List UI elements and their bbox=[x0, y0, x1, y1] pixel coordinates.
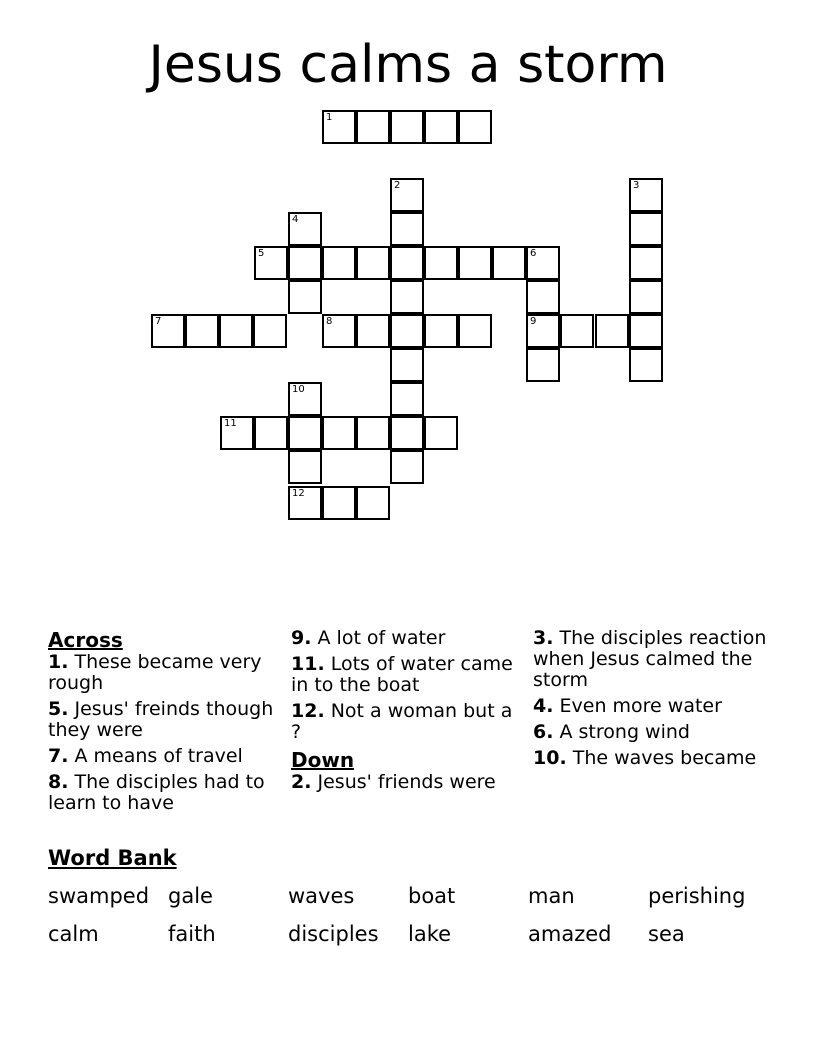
crossword-cell[interactable] bbox=[151, 314, 185, 348]
clue-text: Even more water bbox=[559, 695, 722, 717]
clue-text: Jesus' freinds though they were bbox=[48, 698, 274, 741]
clue-down-6 bbox=[533, 722, 768, 743]
crossword-cell[interactable] bbox=[629, 212, 663, 246]
cell-number: 1 bbox=[326, 112, 333, 123]
crossword-cell[interactable] bbox=[253, 314, 287, 348]
cell-number: 11 bbox=[224, 418, 237, 429]
word-bank-item: swamped bbox=[48, 884, 150, 908]
crossword-cell[interactable] bbox=[322, 416, 356, 450]
clue-across-9 bbox=[291, 628, 526, 649]
clue-text: A lot of water bbox=[317, 627, 446, 649]
clue-across-12 bbox=[291, 701, 526, 743]
crossword-cell[interactable] bbox=[390, 450, 424, 484]
crossword-cell[interactable] bbox=[219, 314, 253, 348]
clue-down-4 bbox=[533, 696, 768, 717]
word-bank-item: sea bbox=[648, 922, 685, 946]
crossword-cell[interactable] bbox=[629, 348, 663, 382]
crossword-cell[interactable] bbox=[458, 110, 492, 144]
crossword-cell[interactable] bbox=[390, 416, 424, 450]
crossword-cell[interactable] bbox=[526, 280, 560, 314]
crossword-cell[interactable] bbox=[288, 382, 322, 416]
crossword-cell[interactable] bbox=[322, 486, 356, 520]
clue-across-8 bbox=[48, 772, 283, 814]
crossword-cell[interactable] bbox=[390, 212, 424, 246]
word-bank-item: lake bbox=[408, 922, 452, 946]
clue-across-5 bbox=[48, 699, 283, 741]
clue-text: Lots of water came in to the boat bbox=[291, 653, 513, 696]
cell-number: 7 bbox=[155, 316, 162, 327]
crossword-cell[interactable] bbox=[560, 314, 594, 348]
clues-column-3 bbox=[533, 628, 768, 774]
crossword-cell[interactable] bbox=[390, 382, 424, 416]
crossword-cell[interactable] bbox=[390, 246, 424, 280]
clue-number: 2. bbox=[291, 771, 312, 793]
crossword-cell[interactable] bbox=[629, 246, 663, 280]
word-bank-item: man bbox=[528, 884, 575, 908]
clue-number: 1. bbox=[48, 651, 69, 673]
clue-text: The disciples reaction when Jesus calmed the storm bbox=[533, 627, 767, 691]
cell-number: 9 bbox=[530, 316, 537, 327]
clue-across-1 bbox=[48, 652, 283, 694]
down-heading: Down bbox=[291, 748, 355, 772]
crossword-cell[interactable] bbox=[526, 246, 560, 280]
word-bank-item: amazed bbox=[528, 922, 612, 946]
clue-number: 8. bbox=[48, 771, 69, 793]
crossword-cell[interactable] bbox=[356, 246, 390, 280]
crossword-cell[interactable] bbox=[526, 314, 560, 348]
crossword-cell[interactable] bbox=[390, 314, 424, 348]
crossword-cell[interactable] bbox=[492, 246, 526, 280]
crossword-cell[interactable] bbox=[288, 486, 322, 520]
cell-number: 10 bbox=[292, 384, 305, 395]
cell-number: 12 bbox=[292, 488, 305, 499]
clues-column-2 bbox=[291, 628, 526, 798]
crossword-cell[interactable] bbox=[356, 486, 390, 520]
crossword-cell[interactable] bbox=[322, 110, 356, 144]
crossword-cell[interactable] bbox=[288, 416, 322, 450]
clue-number: 5. bbox=[48, 698, 69, 720]
word-bank-item: boat bbox=[408, 884, 456, 908]
clue-down-10 bbox=[533, 748, 768, 769]
cell-number: 5 bbox=[258, 248, 265, 259]
crossword-cell[interactable] bbox=[356, 110, 390, 144]
clue-number: 11. bbox=[291, 653, 325, 675]
crossword-cell[interactable] bbox=[390, 280, 424, 314]
clue-number: 10. bbox=[533, 747, 567, 769]
crossword-cell[interactable] bbox=[390, 348, 424, 382]
crossword-cell[interactable] bbox=[322, 246, 356, 280]
word-bank-item: waves bbox=[288, 884, 355, 908]
cell-number: 2 bbox=[394, 180, 401, 191]
clue-text: These became very rough bbox=[48, 651, 262, 694]
crossword-cell[interactable] bbox=[390, 178, 424, 212]
crossword-cell[interactable] bbox=[458, 246, 492, 280]
crossword-cell[interactable] bbox=[424, 110, 458, 144]
clue-text: Jesus' friends were bbox=[317, 771, 496, 793]
crossword-cell[interactable] bbox=[288, 450, 322, 484]
crossword-cell[interactable] bbox=[629, 314, 663, 348]
word-bank-item: calm bbox=[48, 922, 99, 946]
crossword-cell[interactable] bbox=[356, 314, 390, 348]
crossword-cell[interactable] bbox=[356, 416, 390, 450]
cell-number: 3 bbox=[633, 180, 640, 191]
cell-number: 4 bbox=[292, 214, 299, 225]
crossword-cell[interactable] bbox=[288, 280, 322, 314]
word-bank-item: faith bbox=[168, 922, 216, 946]
clue-text: A strong wind bbox=[559, 721, 690, 743]
word-bank-item: disciples bbox=[288, 922, 379, 946]
crossword-cell[interactable] bbox=[595, 314, 629, 348]
crossword-cell[interactable] bbox=[424, 314, 458, 348]
clue-number: 3. bbox=[533, 627, 554, 649]
page-title: Jesus calms a storm bbox=[148, 35, 668, 95]
crossword-cell[interactable] bbox=[185, 314, 219, 348]
crossword-cell[interactable] bbox=[322, 314, 356, 348]
clue-down-3 bbox=[533, 628, 768, 691]
crossword-cell[interactable] bbox=[288, 212, 322, 246]
crossword-cell[interactable] bbox=[424, 416, 458, 450]
crossword-cell[interactable] bbox=[424, 246, 458, 280]
crossword-cell[interactable] bbox=[254, 416, 288, 450]
clue-number: 6. bbox=[533, 721, 554, 743]
clues-column-1 bbox=[48, 628, 283, 819]
crossword-cell[interactable] bbox=[629, 178, 663, 212]
clue-across-7 bbox=[48, 746, 283, 767]
clue-text: Not a woman but a ? bbox=[291, 700, 513, 743]
clue-number: 12. bbox=[291, 700, 325, 722]
clue-text: A means of travel bbox=[74, 745, 243, 767]
crossword-cell[interactable] bbox=[526, 348, 560, 382]
crossword-cell[interactable] bbox=[254, 246, 288, 280]
cell-number: 8 bbox=[326, 316, 333, 327]
clue-number: 4. bbox=[533, 695, 554, 717]
clue-text: The disciples had to learn to have bbox=[48, 771, 265, 814]
cell-number: 6 bbox=[530, 248, 537, 259]
word-bank-item: perishing bbox=[648, 884, 746, 908]
crossword-cell[interactable] bbox=[629, 280, 663, 314]
clue-across-11 bbox=[291, 654, 526, 696]
clue-number: 9. bbox=[291, 627, 312, 649]
clue-text: The waves became bbox=[572, 747, 757, 769]
crossword-cell[interactable] bbox=[288, 246, 322, 280]
across-heading: Across bbox=[48, 628, 123, 652]
clue-number: 7. bbox=[48, 745, 69, 767]
clue-down-2 bbox=[291, 772, 526, 793]
word-bank-title: Word Bank bbox=[48, 846, 177, 870]
crossword-cell[interactable] bbox=[390, 110, 424, 144]
crossword-cell[interactable] bbox=[220, 416, 254, 450]
word-bank-item: gale bbox=[168, 884, 213, 908]
crossword-cell[interactable] bbox=[458, 314, 492, 348]
